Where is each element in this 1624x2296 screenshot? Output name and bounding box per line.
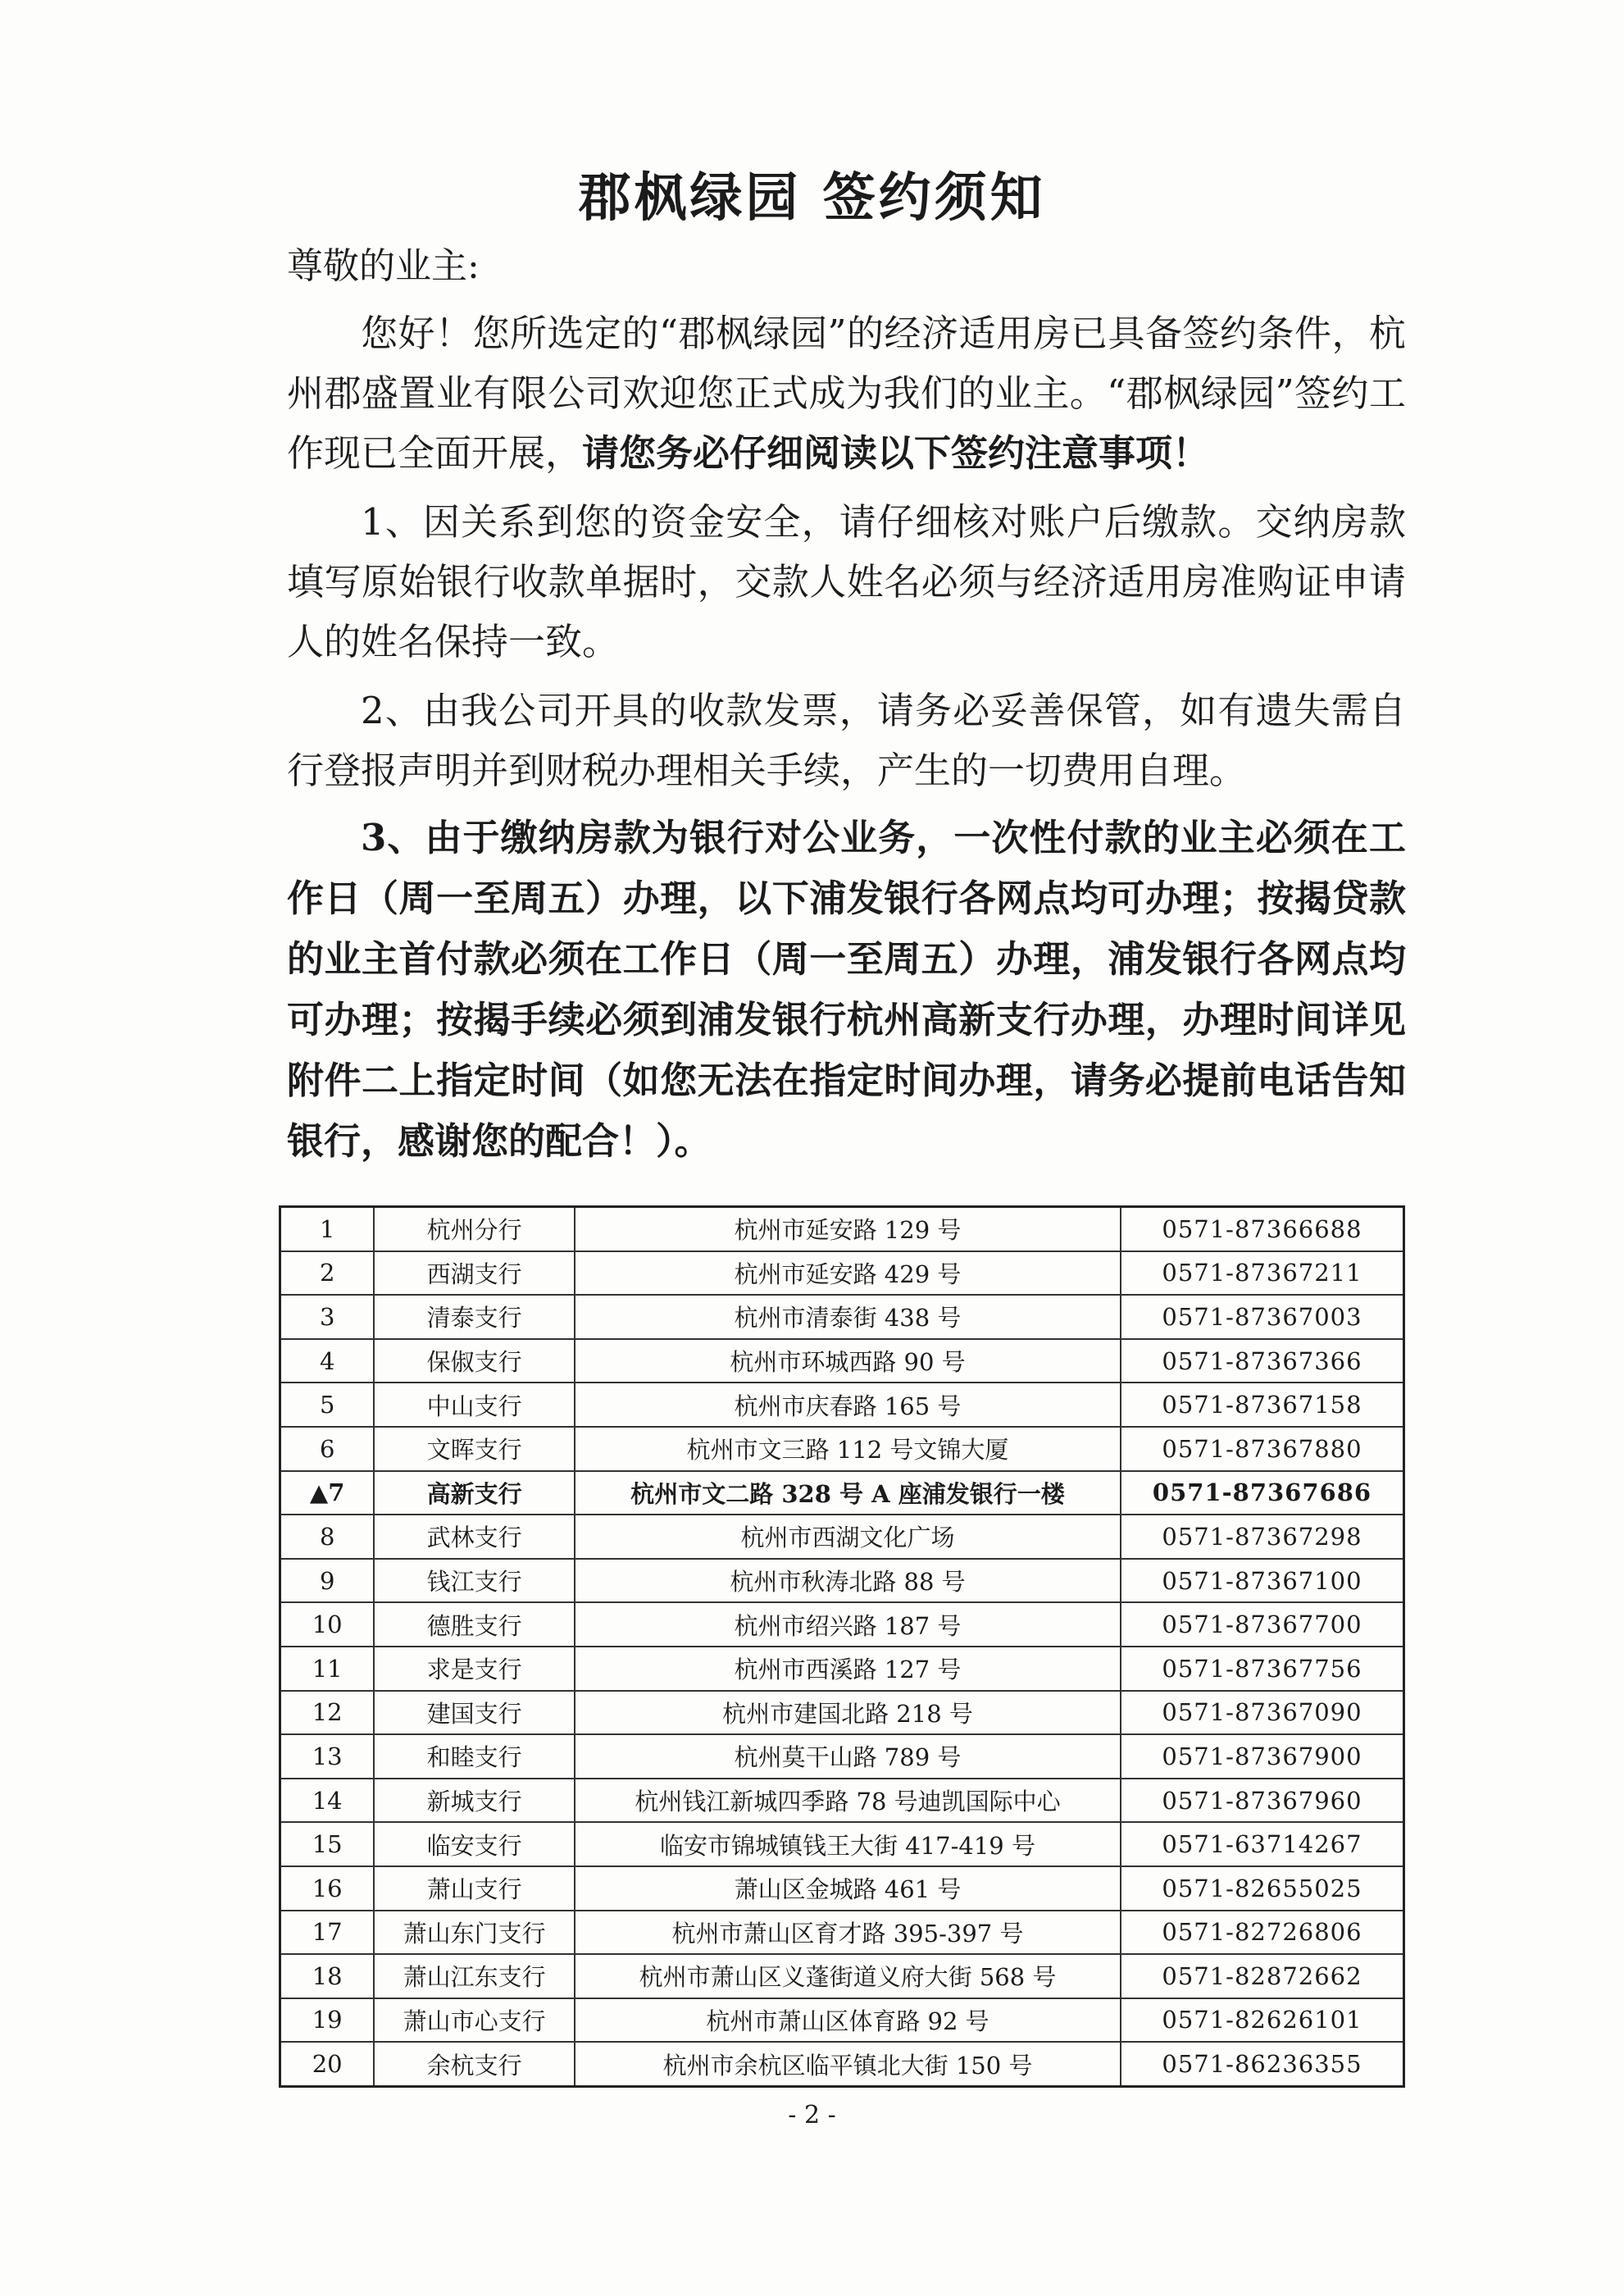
- branch-address: 杭州市建国北路 218 号: [575, 1691, 1121, 1735]
- branch-number: 13: [280, 1734, 375, 1779]
- branch-phone: 0571-82872662: [1121, 1954, 1404, 1998]
- branch-address: 杭州钱江新城四季路 78 号迪凯国际中心: [575, 1779, 1121, 1823]
- table-row: [280, 1427, 1404, 1471]
- branch-name: 德胜支行: [374, 1602, 575, 1647]
- branch-number: 1: [280, 1207, 375, 1251]
- branch-number: 16: [280, 1866, 375, 1911]
- branch-table: [279, 1205, 1405, 2088]
- branch-number: 18: [280, 1954, 375, 1998]
- item-2-paragraph: 2、由我公司开具的收款发票，请务必妥善保管，如有遗失需自行登报声明并到财税办理相关手续，产生的一切费用自理。: [287, 689, 1406, 792]
- table-row: [280, 1602, 1404, 1647]
- branch-phone: 0571-87367880: [1121, 1427, 1404, 1471]
- branch-name: 钱江支行: [374, 1559, 575, 1603]
- branch-address: 杭州市萧山区体育路 92 号: [575, 1998, 1121, 2043]
- table-row: [280, 1734, 1404, 1779]
- branch-phone: 0571-82626101: [1121, 1998, 1404, 2043]
- branch-name: 中山支行: [374, 1383, 575, 1427]
- branch-address: 萧山区金城路 461 号: [575, 1866, 1121, 1911]
- branch-name: 文晖支行: [374, 1427, 575, 1471]
- branch-table-body: [280, 1207, 1404, 2087]
- item-1-paragraph: 1、因关系到您的资金安全，请仔细核对账户后缴款。交纳房款填写原始银行收款单据时，交款人姓名必须与经济适用房准购证申请人的姓名保持一致。: [287, 500, 1406, 663]
- item-3-paragraph: 3、由于缴纳房款为银行对公业务，一次性付款的业主必须在工作日（周一至周五）办理，以下浦发银行各网点均可办理；按揭贷款的业主首付款必须在工作日（周一至周五）办理，浦发银行各网点均可办理；按揭手续必须到浦发银行杭州高新支行办理，办理时间详见附件二上指定时间（如您无法在指定时间办理，请务必提前电话告知银行，感谢您的配合！）。: [287, 816, 1406, 1163]
- branch-phone: 0571-87367003: [1121, 1295, 1404, 1339]
- branch-name: 武林支行: [374, 1515, 575, 1559]
- branch-number: 9: [280, 1559, 375, 1603]
- table-row: [280, 1779, 1404, 1823]
- branch-number: 10: [280, 1602, 375, 1647]
- branch-number: 15: [280, 1822, 375, 1866]
- table-row: [280, 1647, 1404, 1691]
- branch-phone: 0571-87367756: [1121, 1647, 1404, 1691]
- branch-address: 杭州市庆春路 165 号: [575, 1383, 1121, 1427]
- branch-number: ▲7: [280, 1471, 375, 1515]
- table-row: [280, 1251, 1404, 1296]
- table-row: [280, 1339, 1404, 1383]
- branch-name: 萧山支行: [374, 1866, 575, 1911]
- branch-name: 建国支行: [374, 1691, 575, 1735]
- branch-number: 5: [280, 1383, 375, 1427]
- branch-phone: 0571-87366688: [1121, 1207, 1404, 1251]
- intro-emphasis: 请您务必仔细阅读以下签约注意事项！: [582, 431, 1210, 475]
- branch-address: 杭州市萧山区育才路 395-397 号: [575, 1911, 1121, 1955]
- branch-address: 杭州莫干山路 789 号: [575, 1734, 1121, 1779]
- branch-address: 杭州市余杭区临平镇北大街 150 号: [575, 2042, 1121, 2086]
- branch-number: 20: [280, 2042, 375, 2086]
- branch-name: 高新支行: [374, 1471, 575, 1515]
- branch-phone: 0571-87367211: [1121, 1251, 1404, 1296]
- page-number: - 2 -: [788, 2101, 836, 2130]
- branch-phone: 0571-82726806: [1121, 1911, 1404, 1955]
- branch-name: 萧山市心支行: [374, 1998, 575, 2043]
- branch-name: 临安支行: [374, 1822, 575, 1866]
- branch-number: 3: [280, 1295, 375, 1339]
- document-title: 郡枫绿园 签约须知: [578, 168, 1046, 229]
- branch-name: 萧山江东支行: [374, 1954, 575, 1998]
- table-row: [280, 1866, 1404, 1911]
- branch-address: 临安市锦城镇钱王大街 417-419 号: [575, 1822, 1121, 1866]
- branch-name: 保俶支行: [374, 1339, 575, 1383]
- table-row: [280, 1822, 1404, 1866]
- branch-name: 清泰支行: [374, 1295, 575, 1339]
- branch-phone: 0571-86236355: [1121, 2042, 1404, 2086]
- branch-address: 杭州市萧山区义蓬街道义府大街 568 号: [575, 1954, 1121, 1998]
- table-row: [280, 1471, 1404, 1515]
- branch-address: 杭州市环城西路 90 号: [575, 1339, 1121, 1383]
- branch-number: 12: [280, 1691, 375, 1735]
- branch-phone: 0571-87367366: [1121, 1339, 1404, 1383]
- branch-name: 杭州分行: [374, 1207, 575, 1251]
- branch-number: 8: [280, 1515, 375, 1559]
- intro-text: 您好！您所选定的“郡枫绿园”的经济适用房已具备签约条件，杭州郡盛置业有限公司欢迎您正式成为我们的业主。“郡枫绿园”签约工作现已全面开展，: [287, 312, 1406, 475]
- branch-address: 杭州市秋涛北路 88 号: [575, 1559, 1121, 1603]
- branch-number: 6: [280, 1427, 375, 1471]
- branch-phone: 0571-82655025: [1121, 1866, 1404, 1911]
- table-row: [280, 1911, 1404, 1955]
- branch-phone: 0571-87367100: [1121, 1559, 1404, 1603]
- table-row: [280, 1954, 1404, 1998]
- branch-name: 求是支行: [374, 1647, 575, 1691]
- branch-address: 杭州市文二路 328 号 A 座浦发银行一楼: [575, 1471, 1121, 1515]
- branch-number: 19: [280, 1998, 375, 2043]
- branch-address: 杭州市绍兴路 187 号: [575, 1602, 1121, 1647]
- table-row: [280, 1515, 1404, 1559]
- branch-address: 杭州市西溪路 127 号: [575, 1647, 1121, 1691]
- branch-address: 杭州市延安路 429 号: [575, 1251, 1121, 1296]
- branch-phone: 0571-87367686: [1121, 1471, 1404, 1515]
- table-row: [280, 1691, 1404, 1735]
- branch-number: 14: [280, 1779, 375, 1823]
- branch-address: 杭州市延安路 129 号: [575, 1207, 1121, 1251]
- branch-phone: 0571-87367900: [1121, 1734, 1404, 1779]
- table-row: [280, 1383, 1404, 1427]
- branch-name: 新城支行: [374, 1779, 575, 1823]
- branch-name: 萧山东门支行: [374, 1911, 575, 1955]
- branch-phone: 0571-87367298: [1121, 1515, 1404, 1559]
- table-row: [280, 1295, 1404, 1339]
- salutation: 尊敬的业主:: [287, 245, 480, 287]
- table-row: [280, 1559, 1404, 1603]
- branch-name: 余杭支行: [374, 2042, 575, 2086]
- branch-phone: 0571-87367090: [1121, 1691, 1404, 1735]
- branch-number: 11: [280, 1647, 375, 1691]
- branch-address: 杭州市文三路 112 号文锦大厦: [575, 1427, 1121, 1471]
- branch-number: 2: [280, 1251, 375, 1296]
- table-row: [280, 1207, 1404, 1251]
- branch-number: 4: [280, 1339, 375, 1383]
- branch-phone: 0571-87367700: [1121, 1602, 1404, 1647]
- table-row: [280, 2042, 1404, 2086]
- branch-name: 和睦支行: [374, 1734, 575, 1779]
- intro-paragraph: [287, 303, 1406, 483]
- branch-phone: 0571-87367158: [1121, 1383, 1404, 1427]
- branch-name: 西湖支行: [374, 1251, 575, 1296]
- branch-phone: 0571-63714267: [1121, 1822, 1404, 1866]
- branch-address: 杭州市西湖文化广场: [575, 1515, 1121, 1559]
- table-row: [280, 1998, 1404, 2043]
- branch-address: 杭州市清泰街 438 号: [575, 1295, 1121, 1339]
- branch-phone: 0571-87367960: [1121, 1779, 1404, 1823]
- branch-number: 17: [280, 1911, 375, 1955]
